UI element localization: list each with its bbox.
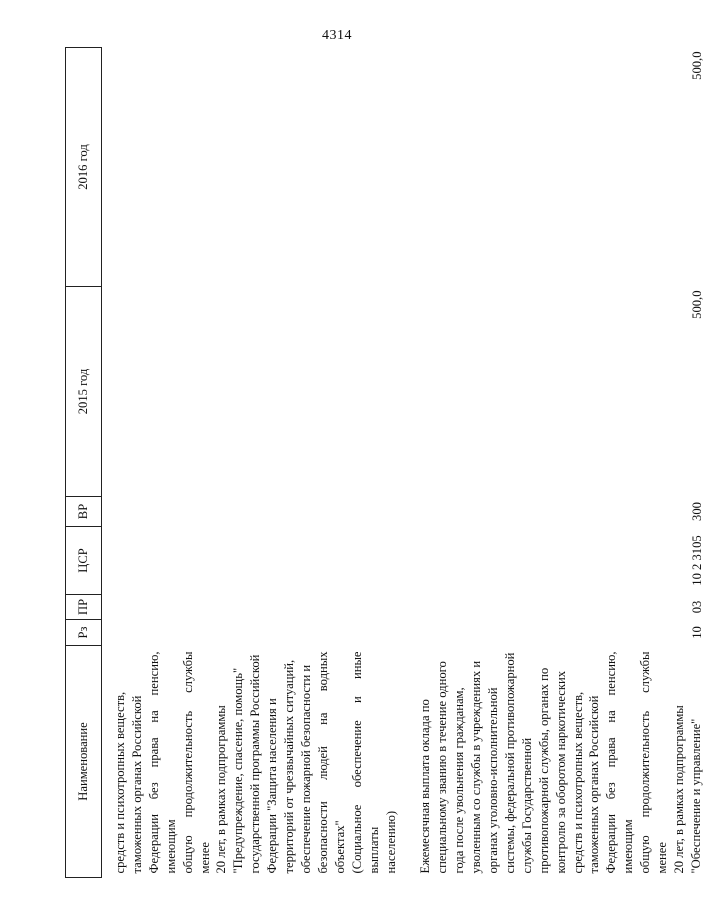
row-2016: [112, 48, 399, 287]
page-number: 4314: [322, 28, 352, 43]
row-vr: [112, 497, 399, 527]
row-2016: 500,0: [689, 51, 704, 80]
row-csr: 10 2 3105: [689, 535, 704, 586]
row-2015: [112, 287, 399, 497]
header-name: Наименование: [66, 646, 102, 878]
row-2015: 500,0: [689, 290, 704, 319]
row-name: Ежемесячная выплата оклада по специальному званию в течение одного года после увольнения гражданам, уволенным со службы в учреждениях и органах уголовно-исполнительной системы, федеральной противопожарной службы Государственной противопожарной службы, органах по контролю за оборотом наркотических средств и психотропных веществ, таможенных органах Российской Федерации без права на пенсию, имеющим общую продолжительность службы менее 20 лет, в рамках подпрограммы "Обеспечение и управление": [418, 651, 703, 874]
budget-table: [65, 47, 705, 878]
header-2016: 2016 год: [66, 48, 102, 287]
row-vr: 300: [689, 502, 704, 521]
header-rz: Рз: [66, 620, 102, 646]
table-row: [112, 48, 399, 878]
table-row: [417, 48, 704, 878]
row-pr: [112, 595, 399, 620]
row-rz: 10: [689, 626, 704, 639]
row-name: средств и психотропных веществ, таможенных органах Российской Федерации без права на пенсию, имеющим общую продолжительность службы менее 20 лет, в рамках подпрограммы "Предупреждение, спасение, помощь" государственной программы Российской Федерации "Защита населения и территорий от чрезвычайных ситуаций, обеспечение пожарной безопасности и безопасности людей на водных объектах" (Социальное обеспечение и иные выплаты населению): [113, 651, 398, 874]
row-rz: [112, 620, 399, 646]
header-csr: ЦСР: [66, 527, 102, 595]
row-pr: 03: [689, 600, 704, 614]
header-vr: ВР: [66, 497, 102, 527]
row-csr: [112, 527, 399, 595]
header-2015: 2015 год: [66, 287, 102, 497]
table-header-row: [66, 48, 102, 878]
header-pr: ПР: [66, 595, 102, 620]
rotated-table-page: [65, 48, 704, 878]
